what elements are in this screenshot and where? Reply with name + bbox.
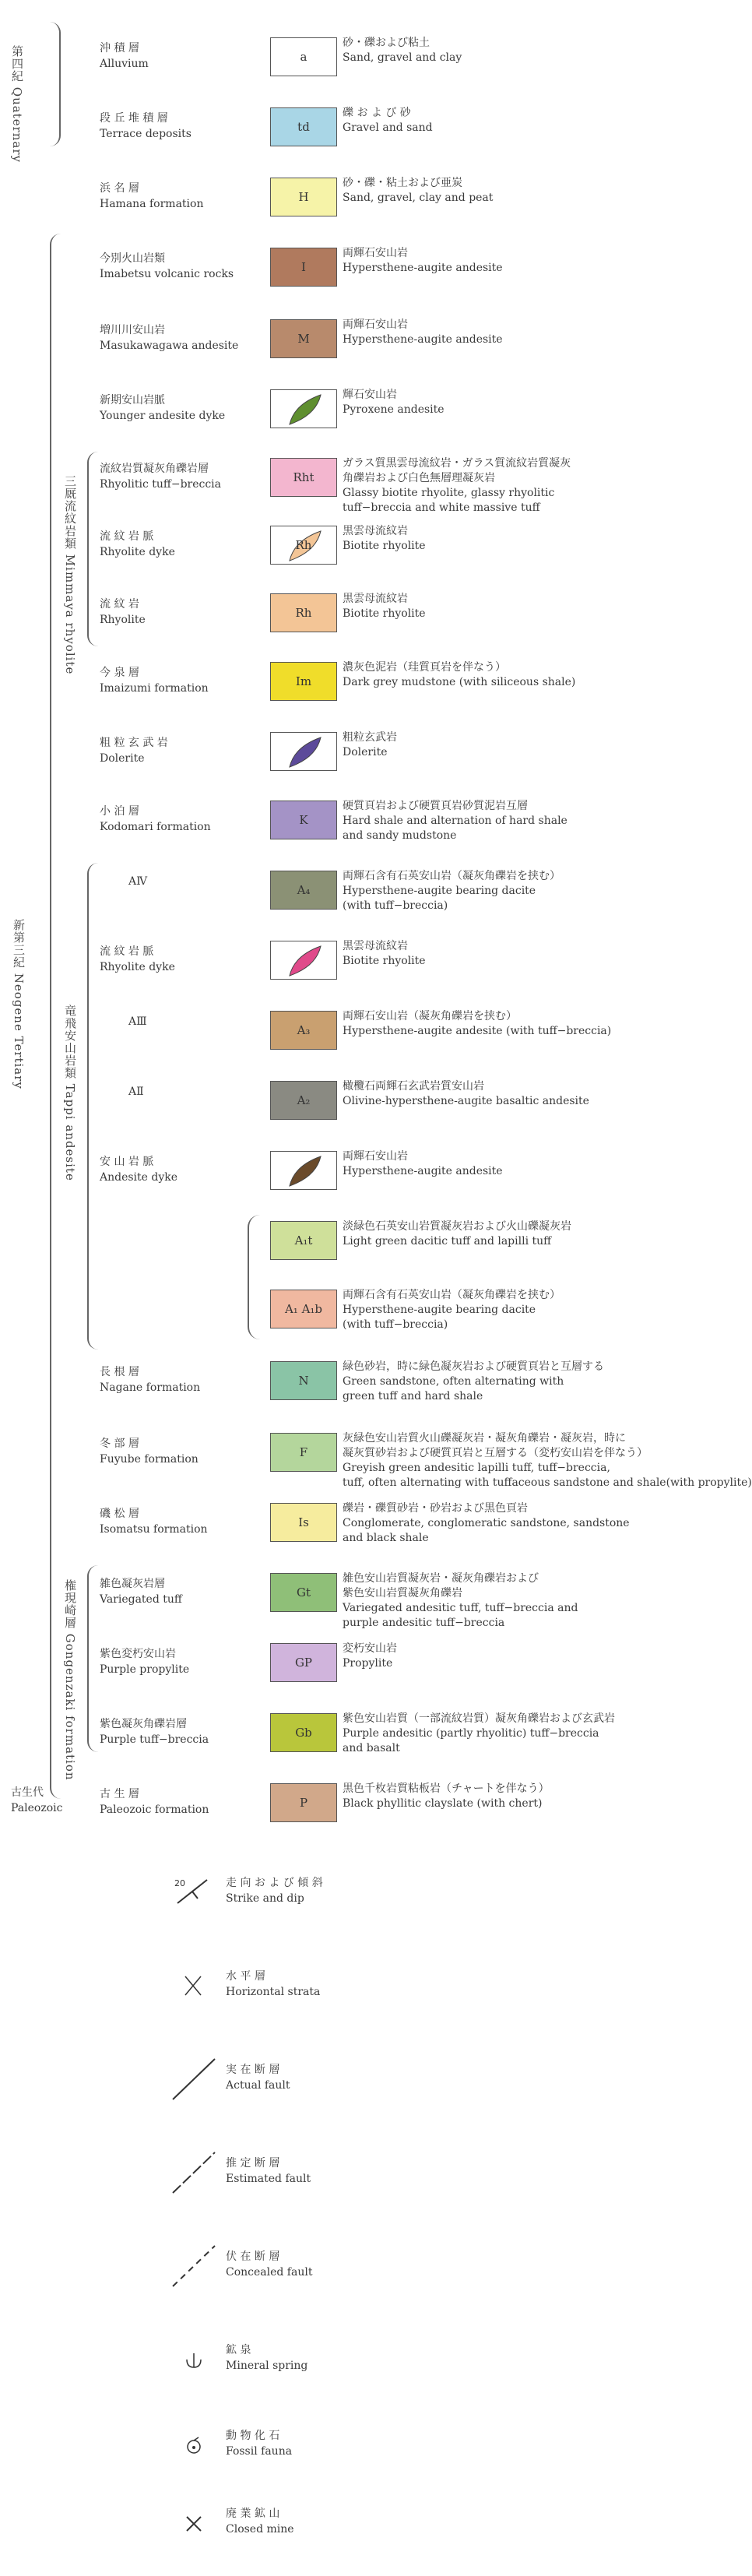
symbol-label-en: Closed mine <box>226 2523 294 2536</box>
neogene-label: 新第三紀 Neogene Tertiary <box>12 919 26 1089</box>
quaternary-brace <box>50 22 61 146</box>
unit-description <box>343 869 560 913</box>
description-line: Hypersthene-augite andesite <box>343 262 503 274</box>
description-line: 硬質頁岩および硬質頁岩砂質泥岩互層 <box>343 800 528 812</box>
symbol-label <box>226 2506 294 2537</box>
unit-name-jp: 古 生 層 <box>100 1788 139 1800</box>
unit-swatch <box>270 107 337 146</box>
description-line: 粗粒玄武岩 <box>343 731 397 744</box>
unit-code: A₁t <box>294 1233 313 1248</box>
unit-code: A₄ <box>297 883 311 897</box>
unit-name-en: Fuyube formation <box>100 1453 199 1466</box>
unit-description <box>343 939 426 969</box>
description-line: Hard shale and alternation of hard shale <box>343 815 568 827</box>
unit-name-jp: 今別火山岩類 <box>100 252 165 265</box>
symbol-label <box>226 2342 307 2374</box>
unit-swatch <box>270 732 337 771</box>
unit-name <box>100 804 211 835</box>
description-line: green tuff and hard shale <box>343 1390 483 1402</box>
symbol-label <box>226 2428 292 2459</box>
unit-name <box>100 1646 189 1677</box>
unit-description <box>343 799 568 843</box>
symbol-glyph <box>163 1869 226 1916</box>
description-line: Sand, gravel and clay <box>343 51 462 64</box>
unit-name <box>100 251 234 282</box>
unit-code: td <box>297 120 310 134</box>
unit-swatch <box>270 1151 337 1190</box>
description-line: Hypersthene-augite andesite <box>343 1165 503 1177</box>
unit-swatch <box>270 1290 337 1328</box>
unit-name-jp: 磯 松 層 <box>100 1508 139 1520</box>
unit-name-en: Nagane formation <box>100 1381 201 1394</box>
unit-description <box>343 524 426 554</box>
description-line: 両輝石安山岩（凝灰角礫岩を挟む） <box>343 1010 517 1022</box>
symbol-label-jp: 伏 在 断 層 <box>226 2250 280 2263</box>
unit-swatch <box>270 178 337 216</box>
symbol-label <box>226 1875 323 1906</box>
description-line: (with tuff−breccia) <box>343 899 448 912</box>
unit-name <box>100 1506 208 1537</box>
unit-name-en: Dolerite <box>100 752 145 765</box>
unit-name-en: Purple tuff−breccia <box>100 1733 209 1746</box>
unit-swatch <box>270 871 337 910</box>
description-line: 輝石安山岩 <box>343 389 397 401</box>
description-line: 黒雲母流紋岩 <box>343 525 408 537</box>
symbol-label-jp: 水 平 層 <box>226 1970 265 1983</box>
symbol-glyph <box>163 2056 226 2103</box>
unit-name <box>100 181 203 212</box>
symbol-label-jp: 鉱 泉 <box>226 2344 251 2356</box>
symbol-label <box>226 2062 290 2093</box>
description-line: 緑色砂岩，時に緑色凝灰岩および硬質頁岩と互層する <box>343 1360 604 1373</box>
unit-name <box>100 111 192 142</box>
dyke-lens-icon <box>271 390 338 429</box>
tappi-label: 竜飛安山岩類 Tappi andesite <box>63 1005 77 1181</box>
unit-swatch <box>270 1503 337 1542</box>
symbol-label-jp: 推 定 断 層 <box>226 2157 280 2170</box>
unit-swatch <box>270 1433 337 1472</box>
unit-code: F <box>299 1445 308 1459</box>
unit-swatch <box>270 389 337 428</box>
symbol-label-en: Estimated fault <box>226 2173 311 2185</box>
unit-swatch <box>270 1713 337 1752</box>
unit-name <box>100 1786 209 1818</box>
unit-name-en: Masukawagawa andesite <box>100 340 239 352</box>
description-line: 両輝石安山岩 <box>343 318 408 331</box>
unit-description <box>343 36 462 65</box>
symbol-label-jp: 走 向 お よ び 傾 斜 <box>226 1877 323 1889</box>
unit-code: Is <box>298 1515 309 1529</box>
fossil-fauna-icon <box>163 2422 226 2469</box>
description-line: 礫 お よ び 砂 <box>343 107 411 119</box>
unit-name <box>100 665 209 696</box>
unit-name <box>100 1436 199 1467</box>
unit-code: Rht <box>293 470 315 484</box>
unit-name-jp: 流 紋 岩 脈 <box>100 945 154 958</box>
unit-code: Gb <box>295 1726 312 1740</box>
description-line: Biotite rhyolite <box>343 540 426 552</box>
description-line: 両輝石含有石英安山岩（凝灰角礫岩を挟む） <box>343 1289 560 1301</box>
unit-name-en: Alluvium <box>100 58 149 70</box>
unit-name <box>100 1154 177 1185</box>
description-line: 両輝石含有石英安山岩（凝灰角礫岩を挟む） <box>343 870 560 882</box>
unit-name-jp: AⅣ <box>128 875 148 888</box>
unit-name-en: Hamana formation <box>100 198 204 210</box>
description-line: purple andesitic tuff−breccia <box>343 1617 505 1629</box>
description-line: 紫色安山岩質凝灰角礫岩 <box>343 1587 462 1599</box>
unit-code: Rh <box>295 538 312 552</box>
unit-swatch <box>270 1573 337 1612</box>
unit-name <box>128 874 147 889</box>
description-line: 灰緑色安山岩質火山礫凝灰岩・凝灰角礫岩・凝灰岩，時に <box>343 1432 626 1445</box>
description-line: 両輝石安山岩 <box>343 1150 408 1163</box>
unit-name <box>100 392 225 424</box>
paleozoic-label: 古生代 Paleozoic <box>11 1786 63 1814</box>
unit-name <box>100 322 238 354</box>
unit-name-jp: 紫色変朽安山岩 <box>100 1648 176 1660</box>
description-line: Dolerite <box>343 746 388 758</box>
unit-name <box>100 40 149 72</box>
unit-name-jp: 雑色凝灰岩層 <box>100 1578 165 1590</box>
unit-name <box>100 596 146 628</box>
symbol-label <box>226 1969 320 2000</box>
unit-name-en: Paleozoic formation <box>100 1804 209 1816</box>
unit-description <box>343 388 445 417</box>
description-line: 礫岩・礫質砂岩・砂岩および黒色頁岩 <box>343 1502 528 1515</box>
unit-code: Gt <box>296 1585 311 1599</box>
description-line: 濃灰色泥岩（珪質頁岩を伴なう） <box>343 661 506 674</box>
unit-description <box>343 1360 604 1404</box>
unit-description <box>343 1149 503 1179</box>
description-line: tuff, often alternating with tuffaceous sandstone and shale(with propylite) <box>343 1476 752 1489</box>
unit-code: GP <box>294 1656 313 1670</box>
unit-swatch <box>270 458 337 497</box>
unit-name-en: Imabetsu volcanic rocks <box>100 268 234 280</box>
unit-name-jp: 浜 名 層 <box>100 182 139 195</box>
actual-fault-icon <box>163 2056 226 2103</box>
unit-name-jp: 紫色凝灰角礫岩層 <box>100 1718 187 1730</box>
description-line: Variegated andesitic tuff, tuff−breccia and <box>343 1602 578 1614</box>
description-line: 雑色安山岩質凝灰岩・凝灰角礫岩および <box>343 1572 539 1585</box>
unit-name-jp: 沖 積 層 <box>100 42 139 55</box>
description-line: Green sandstone, often alternating with <box>343 1375 564 1388</box>
unit-name <box>100 1716 209 1747</box>
description-line: and basalt <box>343 1742 400 1754</box>
unit-name-jp: 安 山 岩 脈 <box>100 1156 154 1168</box>
unit-description <box>343 176 493 206</box>
unit-name-en: Rhyolitic tuff−breccia <box>100 478 222 491</box>
unit-swatch <box>270 1081 337 1120</box>
unit-name-jp: 段 丘 堆 積 層 <box>100 112 168 125</box>
symbol-glyph <box>163 2243 226 2289</box>
description-line: Hypersthene-augite bearing dacite <box>343 885 536 897</box>
unit-swatch <box>270 526 337 565</box>
unit-code: Rh <box>295 606 312 620</box>
description-line: Propylite <box>343 1657 393 1670</box>
svg-text:20: 20 <box>174 1878 185 1888</box>
ai-brace <box>248 1215 260 1339</box>
horizontal-strata-icon <box>163 1962 226 2009</box>
unit-code: a <box>300 50 307 64</box>
unit-name-jp: 小 泊 層 <box>100 805 139 818</box>
description-line: Hypersthene-augite andesite (with tuff−breccia) <box>343 1025 612 1037</box>
symbol-label-jp: 実 在 断 層 <box>226 2064 280 2076</box>
unit-name-jp: 新期安山岩脈 <box>100 394 165 406</box>
unit-description <box>343 592 426 621</box>
description-line: and sandy mudstone <box>343 829 457 842</box>
unit-description <box>343 660 575 690</box>
description-line: 凝灰質砂岩および硬質頁岩と互層する（変朽安山岩を伴なう） <box>343 1447 648 1459</box>
dyke-lens-icon <box>271 733 338 772</box>
description-line: Biotite rhyolite <box>343 955 426 967</box>
unit-name-en: Younger andesite dyke <box>100 410 226 422</box>
dyke-lens-icon <box>271 1152 338 1191</box>
mineral-spring-icon <box>163 2336 226 2383</box>
description-line: Glassy biotite rhyolite, glassy rhyolitic <box>343 487 555 499</box>
gongenzaki-brace <box>87 1565 98 1752</box>
unit-code: A₂ <box>297 1093 311 1107</box>
description-line: Pyroxene andesite <box>343 403 445 416</box>
unit-name-jp: AⅡ <box>128 1086 144 1098</box>
unit-name <box>128 1084 144 1100</box>
unit-code: H <box>298 190 309 204</box>
unit-swatch <box>270 1783 337 1822</box>
description-line: 紫色安山岩質（一部流紋岩質）凝灰角礫岩および玄武岩 <box>343 1712 615 1725</box>
unit-name-en: Purple propylite <box>100 1663 190 1676</box>
symbol-label-jp: 廃 業 鉱 山 <box>226 2507 280 2520</box>
description-line: Hypersthene-augite andesite <box>343 333 503 346</box>
description-line: 黒色千枚岩質粘板岩（チャートを伴なう） <box>343 1782 550 1795</box>
description-line: Black phyllitic clayslate (with chert) <box>343 1797 543 1810</box>
unit-description <box>343 1642 397 1671</box>
unit-swatch <box>270 801 337 839</box>
unit-name-jp: AⅢ <box>128 1015 147 1028</box>
unit-description <box>343 1009 611 1039</box>
unit-code: K <box>299 813 308 827</box>
description-line: tuff−breccia and white massive tuff <box>343 501 540 514</box>
unit-description <box>343 246 503 276</box>
description-line: 淡緑色石英安山岩質凝灰岩および火山礫凝灰岩 <box>343 1220 571 1233</box>
unit-description <box>343 1288 560 1332</box>
description-line: (with tuff−breccia) <box>343 1318 448 1331</box>
symbol-label-en: Concealed fault <box>226 2266 313 2279</box>
symbol-label-en: Horizontal strata <box>226 1986 321 1998</box>
unit-swatch <box>270 593 337 632</box>
description-line: 変朽安山岩 <box>343 1642 397 1655</box>
description-line: 橄欖石両輝石玄武岩質安山岩 <box>343 1080 484 1093</box>
unit-name-jp: 流紋岩質凝灰角礫岩層 <box>100 463 209 475</box>
unit-name <box>100 529 175 560</box>
symbol-label-en: Actual fault <box>226 2079 290 2092</box>
unit-code: P <box>299 1796 308 1810</box>
unit-swatch <box>270 1361 337 1400</box>
symbol-label-jp: 動 物 化 石 <box>226 2430 280 2442</box>
unit-name-jp: 流 紋 岩 脈 <box>100 530 154 543</box>
unit-description <box>343 1219 571 1249</box>
unit-code: N <box>298 1374 309 1388</box>
unit-name-jp: 流 紋 岩 <box>100 598 139 611</box>
unit-name <box>100 1364 200 1395</box>
description-line: 黒雲母流紋岩 <box>343 593 408 605</box>
unit-name-jp: 長 根 層 <box>100 1366 139 1378</box>
description-line: Purple andesitic (partly rhyolitic) tuff−breccia <box>343 1727 599 1740</box>
unit-name-en: Isomatsu formation <box>100 1523 208 1536</box>
unit-name <box>100 944 175 975</box>
tappi-brace <box>87 863 98 1350</box>
unit-description <box>343 730 397 760</box>
symbol-label-en: Fossil fauna <box>226 2445 293 2458</box>
unit-name <box>128 1014 147 1029</box>
unit-code: A₁ A₁b <box>284 1302 323 1316</box>
estimated-fault-icon <box>163 2149 226 2196</box>
unit-swatch <box>270 1221 337 1260</box>
unit-name-en: Terrace deposits <box>100 128 192 140</box>
description-line: Olivine-hypersthene-augite basaltic andesite <box>343 1095 589 1107</box>
unit-name-en: Andesite dyke <box>100 1171 178 1184</box>
unit-description <box>343 456 571 516</box>
concealed-fault-icon <box>163 2243 226 2289</box>
description-line: 角礫岩および白色無層理凝灰岩 <box>343 472 495 484</box>
strike-dip-icon <box>163 1869 226 1916</box>
unit-name-en: Variegated tuff <box>100 1593 182 1606</box>
description-line: Dark grey mudstone (with siliceous shale) <box>343 676 576 688</box>
description-line: Biotite rhyolite <box>343 607 426 620</box>
description-line: Light green dacitic tuff and lapilli tuff <box>343 1235 552 1248</box>
unit-description <box>343 106 433 135</box>
mimmaya-label: 三厩流紋岩類 Mimmaya rhyolite <box>63 475 77 675</box>
unit-name-en: Rhyolite <box>100 614 146 626</box>
description-line: 両輝石安山岩 <box>343 247 408 259</box>
unit-swatch <box>270 1011 337 1050</box>
unit-description <box>343 1712 615 1756</box>
unit-name-en: Rhyolite dyke <box>100 546 175 558</box>
unit-name-en: Rhyolite dyke <box>100 961 175 973</box>
description-line: and black shale <box>343 1532 429 1544</box>
symbol-glyph <box>163 1962 226 2009</box>
description-line: Conglomerate, conglomeratic sandstone, sandstone <box>343 1517 630 1529</box>
symbol-glyph <box>163 2336 226 2383</box>
unit-name-en: Imaizumi formation <box>100 682 209 695</box>
symbol-glyph <box>163 2422 226 2469</box>
symbol-label <box>226 2249 312 2280</box>
unit-description <box>343 1501 630 1546</box>
unit-name-en: Kodomari formation <box>100 821 211 833</box>
unit-code: A₃ <box>297 1023 311 1037</box>
quaternary-label: 第四紀 Quaternary <box>10 45 24 164</box>
unit-name <box>100 461 221 492</box>
unit-swatch <box>270 662 337 701</box>
unit-description <box>343 1431 752 1490</box>
unit-name <box>100 735 168 766</box>
neogene-brace <box>50 234 61 1799</box>
unit-swatch <box>270 1643 337 1682</box>
unit-name <box>100 1576 182 1607</box>
unit-name-jp: 増川川安山岩 <box>100 324 165 336</box>
description-line: Sand, gravel, clay and peat <box>343 192 494 204</box>
unit-swatch <box>270 37 337 76</box>
unit-description <box>343 1782 550 1811</box>
closed-mine-icon <box>163 2500 226 2546</box>
symbol-label <box>226 2155 311 2187</box>
unit-description <box>343 1571 578 1631</box>
unit-code: I <box>301 260 306 274</box>
unit-swatch <box>270 248 337 287</box>
unit-swatch <box>270 319 337 358</box>
unit-name-jp: 粗 粒 玄 武 岩 <box>100 737 168 749</box>
dyke-lens-icon <box>271 941 338 980</box>
unit-name-jp: 冬 部 層 <box>100 1438 139 1450</box>
description-line: Hypersthene-augite bearing dacite <box>343 1304 536 1316</box>
description-line: Gravel and sand <box>343 121 433 134</box>
unit-swatch <box>270 941 337 980</box>
description-line: Greyish green andesitic lapilli tuff, tuff−breccia, <box>343 1462 610 1474</box>
unit-description <box>343 318 503 347</box>
unit-code: M <box>297 332 310 346</box>
description-line: ガラス質黒雲母流紋岩・ガラス質流紋岩質凝灰 <box>343 457 571 470</box>
symbol-glyph <box>163 2500 226 2546</box>
description-line: 黒雲母流紋岩 <box>343 940 408 952</box>
unit-name-jp: 今 泉 層 <box>100 667 139 679</box>
gongenzaki-label: 権現崎層 Gongenzaki formation <box>63 1579 77 1781</box>
symbol-label-en: Strike and dip <box>226 1892 304 1905</box>
symbol-label-en: Mineral spring <box>226 2360 308 2372</box>
mimmaya-brace <box>87 452 98 646</box>
unit-description <box>343 1079 589 1109</box>
description-line: 砂・礫および粘土 <box>343 37 430 49</box>
unit-code: Im <box>295 674 312 688</box>
description-line: 砂・礫・粘土および亜炭 <box>343 177 462 189</box>
symbol-glyph <box>163 2149 226 2196</box>
